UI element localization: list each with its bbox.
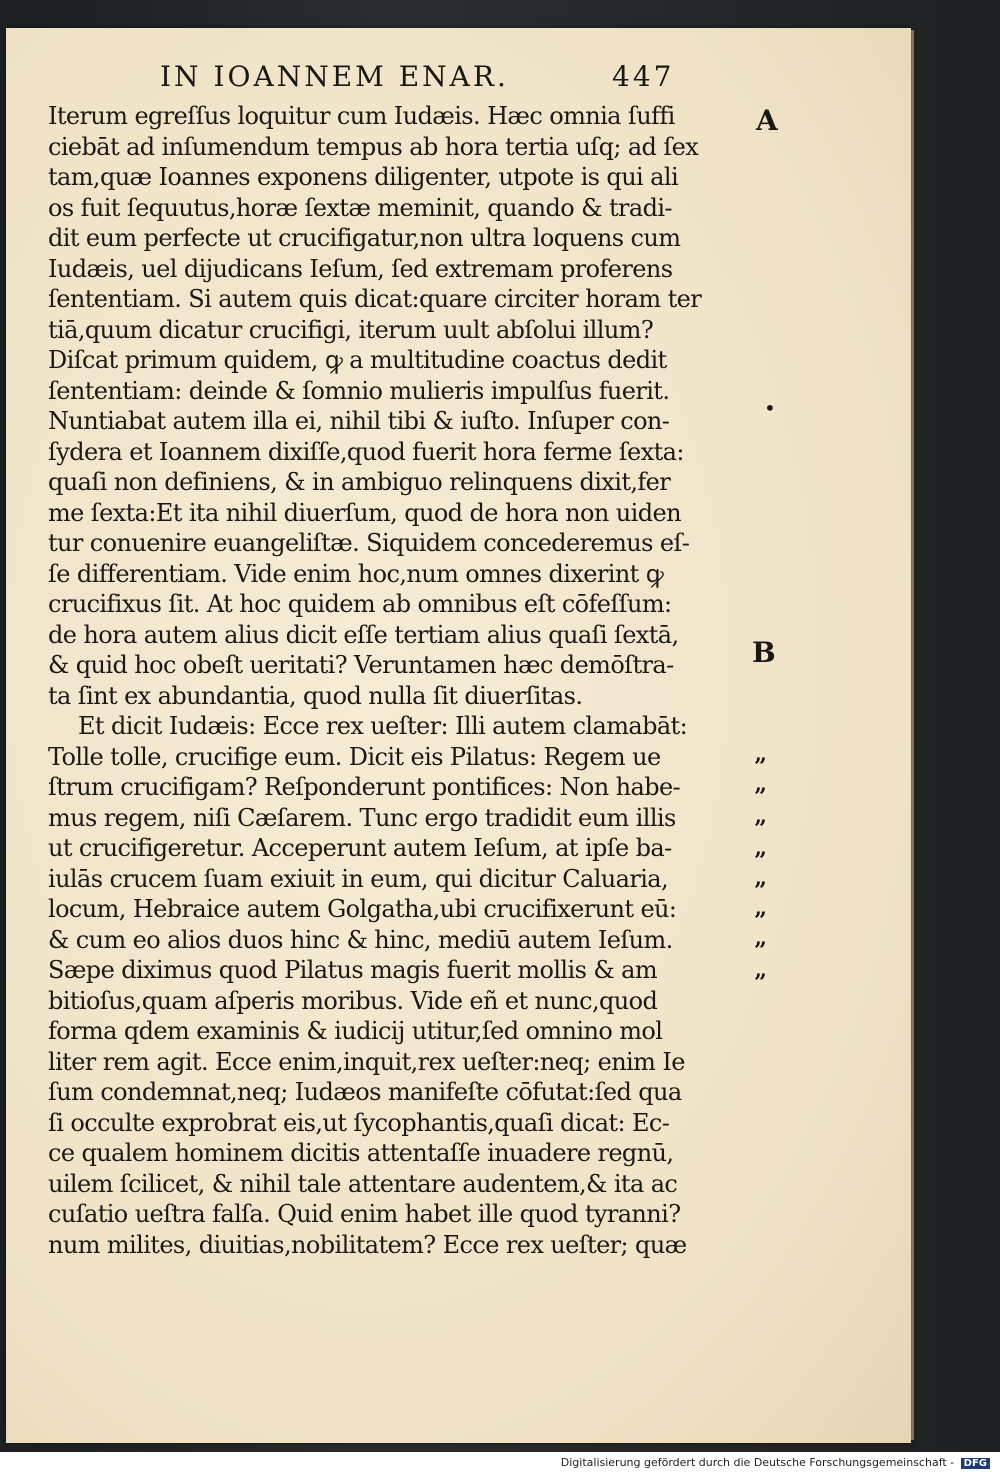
text-line: crucifixus ſit. At hoc quidem ab omnibus eſt cōfeſſum:	[48, 590, 672, 618]
text-line: ce qualem hominem dicitis attentaſſe inuadere regnū,	[48, 1139, 674, 1167]
text-line: Nuntiabat autem illa ei, nihil tibi & iuſto. Inſuper con-	[48, 407, 670, 435]
text-line: me ſexta:Et ita nihil diuerſum, quod de hora non uiden	[48, 498, 681, 527]
dfg-logo: DFG	[961, 1458, 990, 1469]
text-line: ſe differentiam. Vide enim hoc,num omnes dixerint ꝙ	[48, 559, 664, 588]
text-line: Et dicit Iudæis: Ecce rex ueſter: Illi autem clamabāt:	[78, 712, 688, 740]
quote-glyph: ”	[754, 784, 767, 810]
text-line: iulās crucem ſuam exiuit in eum, qui dicitur Caluaria,	[48, 864, 669, 893]
text-line: ciebāt ad inſumendum tempus ab hora tertia uſq; ad ſex	[48, 132, 699, 161]
quote-glyph: ”	[754, 816, 767, 842]
text-line: ſydera et Ioannem dixiſſe,quod fuerit hora ferme ſexta:	[48, 437, 684, 466]
text-line: mus regem, niſi Cæſarem. Tunc ergo tradidit eum illis	[48, 803, 676, 832]
text-line: ſententiam. Si autem quis dicat:quare circiter horam ter	[48, 285, 702, 313]
text-line: & cum eo alios duos hinc & hinc, mediū autem Ieſum.	[48, 925, 673, 954]
quote-glyph: ”	[754, 848, 767, 874]
quote-glyph: ”	[754, 754, 767, 780]
text-line: cuſatio ueſtra falſa. Quid enim habet ille quod tyranni?	[48, 1200, 681, 1228]
text-line: ta ſint ex abundantia, quod nulla ſit diuerſitas.	[48, 681, 583, 710]
text-line: de hora autem alius dicit eſſe tertiam alius quaſi ſextā,	[48, 620, 679, 649]
text-line: forma qdem examinis & iudicij utitur,ſed omnino mol	[48, 1017, 663, 1045]
page-number: 447	[612, 60, 675, 93]
text-line: Iudæis, uel dijudicans Ieſum, ſed extremam proferens	[48, 254, 673, 283]
footer-credit	[561, 1456, 990, 1469]
text-line: uilem ſcilicet, & nihil tale attentare audentem,& ita ac	[48, 1169, 678, 1198]
text-line: Tolle tolle, crucifige eum. Dicit eis Pilatus: Regem ue	[48, 742, 661, 771]
text-line: & quid hoc obeſt ueritati? Veruntamen hæc demōſtra-	[48, 651, 674, 679]
text-line: locum, Hebraice autem Golgatha,ubi crucifixerunt eū:	[48, 895, 677, 923]
running-header	[160, 60, 700, 100]
text-line: tur conuenire euangeliſtæ. Siquidem concederemus eſ-	[48, 529, 690, 557]
body-text	[48, 101, 748, 1260]
section-marker-a: A	[756, 104, 778, 137]
text-line: tiā,quum dicatur crucifigi, iterum uult abſolui illum?	[48, 315, 654, 344]
running-title: IN IOANNEM ENAR.	[160, 60, 509, 93]
text-line: ut crucifigeretur. Acceperunt autem Ieſum, at ipſe ba-	[48, 834, 672, 862]
text-line: Sæpe diximus quod Pilatus magis fuerit mollis & am	[48, 956, 657, 984]
margin-dot: •	[764, 396, 776, 420]
quote-glyph: ”	[754, 908, 767, 934]
text-line: bitioſus,quam aſperis moribus. Vide eñ et nunc,quod	[48, 986, 658, 1015]
section-marker-b: B	[752, 636, 776, 669]
text-line: liter rem agit. Ecce enim,inquit,rex ueſter:neq; enim Ie	[48, 1047, 685, 1076]
text-line: tam,quæ Ioannes exponens diligenter, utpote is qui ali	[48, 163, 679, 191]
footer-credit-text: Digitalisierung gefördert durch die Deutsche Forschungsgemeinschaft -	[560, 1456, 955, 1469]
text-line: os fuit ſequutus,horæ ſextæ meminit, quando & tradi-	[48, 193, 672, 222]
text-line: quaſi non definiens, & in ambiguo relinquens dixit,fer	[48, 468, 671, 496]
quote-glyph: ”	[754, 970, 767, 996]
text-line: ſententiam: deinde & ſomnio mulieris impulſus fuerit.	[48, 376, 670, 405]
quote-glyph: ”	[754, 938, 767, 964]
text-line: ſum condemnat,neq; Iudæos manifeſte cōfutat:ſed qua	[48, 1078, 682, 1106]
text-line: Diſcat primum quidem, ꝙ a multitudine coactus dedit	[48, 346, 667, 374]
text-line: Iterum egreſſus loquitur cum Iudæis. Hæc omnia ſuffi	[48, 102, 675, 130]
text-line: ſtrum crucifigam? Reſponderunt pontifices: Non habe-	[48, 773, 681, 801]
text-line: dit eum perfecte ut crucifigatur,non ultra loquens cum	[48, 224, 681, 252]
text-line: ſi occulte exprobrat eis,ut ſycophantis,quaſi dicat: Ec-	[48, 1108, 670, 1137]
quote-glyph: ”	[754, 878, 767, 904]
text-line: num milites, diuitias,nobilitatem? Ecce rex ueſter; quæ	[48, 1230, 687, 1259]
